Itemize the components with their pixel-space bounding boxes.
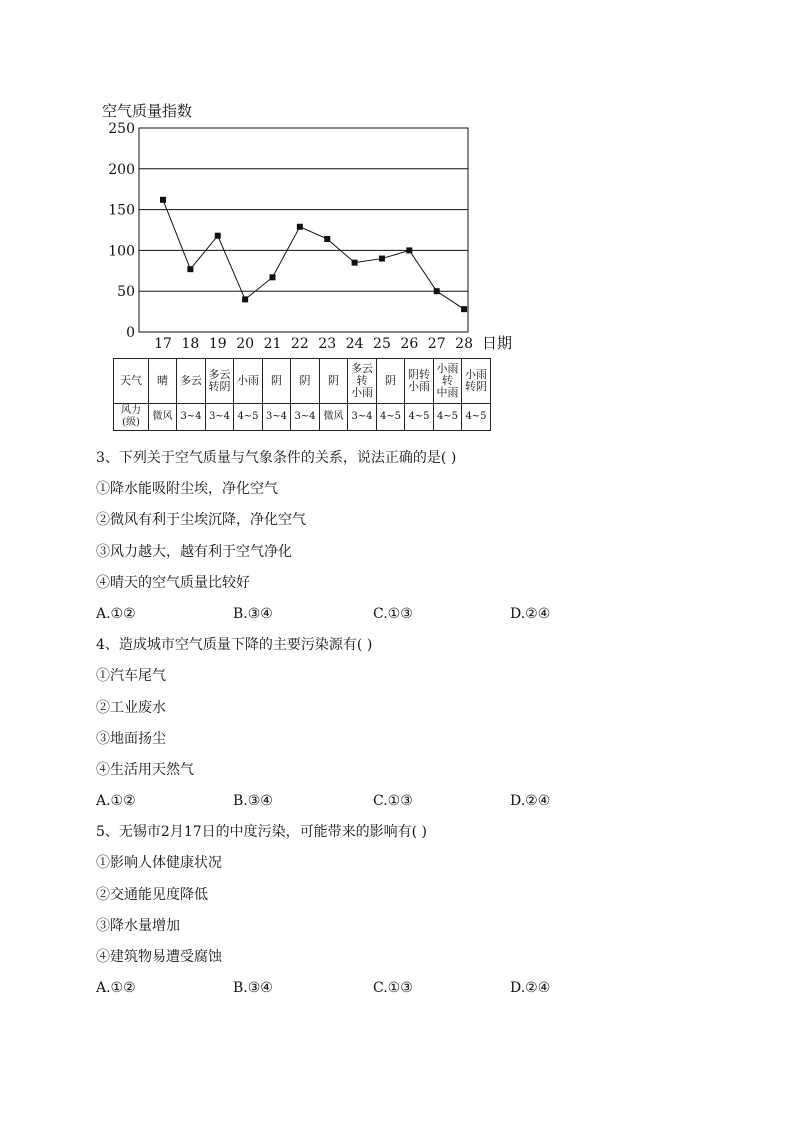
statement-item: ④生活用天然气 [96, 761, 194, 778]
data-point [242, 296, 248, 302]
statement-item: ②工业废水 [96, 699, 166, 716]
option-b[interactable]: B.③④ [233, 793, 273, 810]
x-tick-label: 19 [208, 336, 227, 352]
weather-cell: 阴 [377, 359, 405, 404]
x-axis-ticks [154, 336, 473, 352]
data-point [379, 256, 385, 262]
wind-cell: 微风 [320, 404, 348, 431]
weather-cell: 小雨 转 中雨 [434, 359, 462, 404]
data-point [269, 274, 275, 280]
weather-header: 天气 [114, 359, 149, 404]
statement-item: ②交通能见度降低 [96, 886, 208, 903]
wind-cell: 3~4 [177, 404, 206, 431]
answer-options [96, 976, 756, 1007]
x-tick-label: 21 [263, 336, 282, 352]
x-axis-label: 日期 [482, 334, 513, 352]
chart-grid [139, 128, 468, 332]
series-line [163, 200, 464, 309]
y-tick-label: 50 [117, 284, 135, 301]
wind-header: 风力 (级) [114, 404, 149, 431]
wind-cell: 3~4 [263, 404, 291, 431]
option-c[interactable]: C.①③ [373, 605, 413, 622]
x-tick-label: 24 [345, 336, 364, 352]
option-a[interactable]: A.①② [96, 605, 136, 622]
wind-cell: 4~5 [234, 404, 263, 431]
x-tick-label: 28 [455, 336, 473, 352]
series-points [160, 197, 467, 312]
data-point [297, 224, 303, 230]
statement-item: ④晴天的空气质量比较好 [96, 574, 250, 591]
question-list [96, 446, 756, 1007]
question-5 [96, 820, 756, 1007]
option-a[interactable]: A.①② [96, 980, 136, 997]
statement-item: ①汽车尾气 [96, 668, 166, 685]
x-tick-label: 25 [373, 336, 391, 352]
weather-cell: 晴 [149, 359, 177, 404]
statement-item: ③降水量增加 [96, 917, 180, 934]
question-3 [96, 446, 756, 633]
option-c[interactable]: C.①③ [373, 793, 413, 810]
weather-cell: 阴 [320, 359, 348, 404]
question-stem: 3、下列关于空气质量与气象条件的关系，说法正确的是( ) [96, 450, 457, 466]
y-tick-label: 100 [108, 243, 135, 260]
statement-item: ④建筑物易遭受腐蚀 [96, 949, 222, 965]
answer-options [96, 602, 756, 633]
data-point [406, 247, 412, 253]
wind-row [114, 404, 491, 431]
plot-frame [139, 128, 468, 332]
wind-cell: 4~5 [405, 404, 434, 431]
option-c[interactable]: C.①③ [373, 980, 413, 997]
x-tick-label: 26 [400, 336, 419, 352]
option-a[interactable]: A.①② [96, 793, 136, 810]
x-tick-label: 27 [427, 336, 446, 352]
statement-item: ②微风有利于尘埃沉降，净化空气 [96, 512, 306, 529]
weather-cell: 小雨 [234, 359, 263, 404]
data-point [434, 288, 440, 294]
data-point [215, 233, 221, 239]
option-d[interactable]: D.②④ [510, 980, 551, 997]
wind-cell: 4~5 [434, 404, 462, 431]
data-point [461, 306, 467, 312]
data-point [352, 260, 358, 266]
question-stem: 4、造成城市空气质量下降的主要污染源有( ) [96, 637, 373, 654]
data-point [187, 266, 193, 272]
wind-cell: 4~5 [377, 404, 405, 431]
option-b[interactable]: B.③④ [233, 605, 273, 622]
statement-item: ③地面扬尘 [96, 730, 166, 747]
weather-table [113, 358, 491, 431]
statement-item: ①降水能吸附尘埃，净化空气 [96, 481, 278, 498]
y-tick-label: 150 [108, 202, 135, 219]
y-axis-ticks [108, 121, 135, 341]
x-tick-label: 17 [154, 336, 172, 352]
option-b[interactable]: B.③④ [233, 980, 273, 997]
y-tick-label: 250 [108, 121, 135, 137]
statement-item: ③风力越大，越有利于空气净化 [96, 543, 292, 560]
data-point [324, 236, 330, 242]
weather-cell: 多云 转 小雨 [348, 359, 377, 404]
question-stem: 5、无锡市2月17日的中度污染，可能带来的影响有( ) [96, 824, 428, 841]
air-quality-chart [96, 96, 526, 358]
wind-cell: 微风 [149, 404, 177, 431]
wind-cell: 4~5 [462, 404, 491, 431]
option-d[interactable]: D.②④ [510, 793, 551, 810]
weather-cell: 阴 [291, 359, 320, 404]
weather-cell: 阴 [263, 359, 291, 404]
x-tick-label: 20 [236, 336, 255, 352]
wind-cell: 3~4 [348, 404, 377, 431]
weather-row [114, 359, 491, 404]
weather-cell: 多云 转阴 [206, 359, 234, 404]
x-tick-label: 23 [318, 336, 337, 352]
question-4 [96, 633, 756, 820]
x-tick-label: 18 [181, 336, 200, 352]
chart-title: 空气质量指数 [102, 102, 193, 120]
weather-cell: 小雨 转阴 [462, 359, 491, 404]
wind-cell: 3~4 [291, 404, 320, 431]
wind-cell: 3~4 [206, 404, 234, 431]
x-tick-label: 22 [290, 336, 309, 352]
option-d[interactable]: D.②④ [510, 605, 551, 622]
y-tick-label: 200 [108, 161, 135, 178]
answer-options [96, 789, 756, 820]
weather-cell: 多云 [177, 359, 206, 404]
data-point [160, 197, 166, 203]
statement-item: ①影响人体健康状况 [96, 855, 222, 872]
y-tick-label: 0 [126, 325, 135, 341]
weather-cell: 阴转 小雨 [405, 359, 434, 404]
